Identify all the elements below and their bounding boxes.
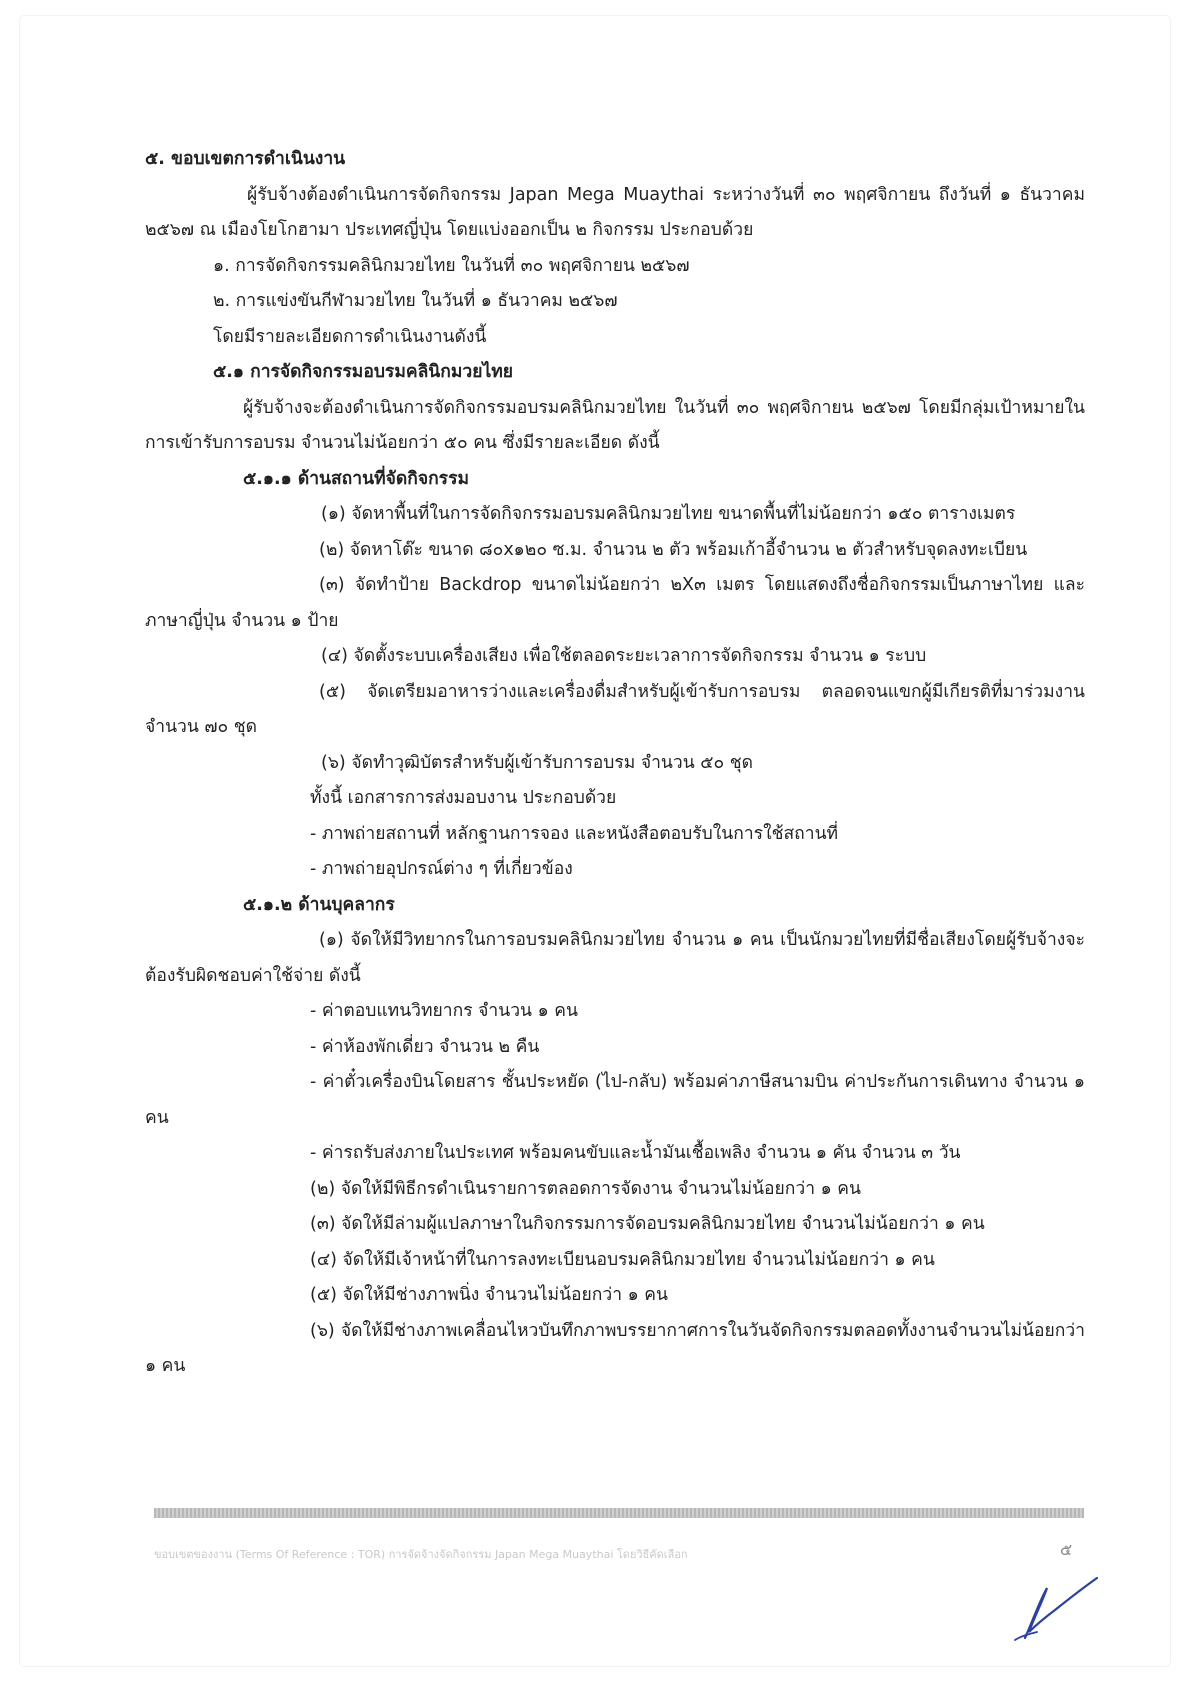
list-item: (๖) จัดทำวุฒิบัตรสำหรับผู้เข้ารับการอบรม จำนวน ๕๐ ชุด [321,752,753,773]
document-body [145,142,1085,1385]
subsection-heading: ๕.๑ การจัดกิจกรรมอบรมคลินิกมวยไทย [213,362,514,382]
paragraph: โดยมีรายละเอียดการดำเนินงานดังนี้ [213,326,487,347]
paragraph: ผู้รับจ้างต้องดำเนินการจัดกิจกรรม Japan Mega Muaythai ระหว่างวันที่ ๓๐ พฤศจิกายน ถึงวันที่ ๑ ธันวาคม ๒๕๖๗ ณ เมืองโยโกฮามา ประเทศญี่ปุ่น โดยแบ่งออกเป็น ๒ กิจกรรม ประกอบด้วย [145,184,1085,240]
list-item: (๕) จัดเตรียมอาหารว่างและเครื่องดื่มสำหรับผู้เข้ารับการอบรม ตลอดจนแขกผู้มีเกียรติที่มาร่วมงาน จำนวน ๗๐ ชุด [145,681,1085,737]
list-item: (๔) จัดตั้งระบบเครื่องเสียง เพื่อใช้ตลอดระยะเวลาการจัดกิจกรรม จำนวน ๑ ระบบ [321,646,927,666]
list-item: (๒) จัดให้มีพิธีกรดำเนินรายการตลอดการจัดงาน จำนวนไม่น้อยกว่า ๑ คน [310,1178,861,1199]
footer-text: ขอบเขตของงาน (Terms Of Reference : TOR) การจัดจ้างจัดกิจกรรม Japan Mega Muaythai โดยวิธีคัดเลือก [154,1548,688,1561]
signature-icon [985,1540,1105,1650]
list-item: ๑. การจัดกิจกรรมคลินิกมวยไทย ในวันที่ ๓๐ พฤศจิกายน ๒๕๖๗ [213,255,690,276]
footer-divider [154,1508,1084,1518]
paragraph: ทั้งนี้ เอกสารการส่งมอบงาน ประกอบด้วย [310,788,617,808]
list-item: - ค่าห้องพักเดี่ยว จำนวน ๒ คืน [310,1036,540,1057]
list-item: - ภาพถ่ายอุปกรณ์ต่าง ๆ ที่เกี่ยวข้อง [310,859,573,879]
subsubsection-heading: ๕.๑.๑ ด้านสถานที่จัดกิจกรรม [243,468,470,489]
page-number: ๕ [1060,1540,1073,1559]
section-heading: ๕. ขอบเขตการดำเนินงาน [145,149,346,169]
list-item: (๖) จัดให้มีช่างภาพเคลื่อนไหวบันทึกภาพบรรยากาศการในวันจัดกิจกรรมตลอดทั้งงานจำนวนไม่น้อยกว่า ๑ คน [145,1320,1085,1376]
subsubsection-heading: ๕.๑.๒ ด้านบุคลากร [243,894,395,915]
list-item: (๔) จัดให้มีเจ้าหน้าที่ในการลงทะเบียนอบรมคลินิกมวยไทย จำนวนไม่น้อยกว่า ๑ คน [310,1249,935,1270]
list-item: (๓) จัดให้มีล่ามผู้แปลภาษาในกิจกรรมการจัดอบรมคลินิกมวยไทย จำนวนไม่น้อยกว่า ๑ คน [310,1214,985,1234]
list-item: - ค่าตอบแทนวิทยากร จำนวน ๑ คน [310,1001,578,1021]
list-item: - ค่ารถรับส่งภายในประเทศ พร้อมคนขับและน้ำมันเชื้อเพลิง จำนวน ๑ คัน จำนวน ๓ วัน [310,1143,961,1163]
paragraph: ผู้รับจ้างจะต้องดำเนินการจัดกิจกรรมอบรมคลินิกมวยไทย ในวันที่ ๓๐ พฤศจิกายน ๒๕๖๗ โดยมีกลุ่มเป้าหมายในการเข้ารับการอบรม จำนวนไม่น้อยกว่า ๕๐ คน ซึ่งมีรายละเอียด ดังนี้ [145,397,1085,453]
list-item: (๑) จัดหาพื้นที่ในการจัดกิจกรรมอบรมคลินิกมวยไทย ขนาดพื้นที่ไม่น้อยกว่า ๑๕๐ ตารางเมตร [321,504,1016,524]
list-item: (๒) จัดหาโต๊ะ ขนาด ๘๐x๑๒๐ ซ.ม. จำนวน ๒ ตัว พร้อมเก้าอี้จำนวน ๒ ตัวสำหรับจุดลงทะเบียน [319,539,1028,560]
list-item: - ภาพถ่ายสถานที่ หลักฐานการจอง และหนังสือตอบรับในการใช้สถานที่ [310,823,839,844]
list-item: (๕) จัดให้มีช่างภาพนิ่ง จำนวนไม่น้อยกว่า ๑ คน [310,1285,668,1305]
list-item: - ค่าตั๋วเครื่องบินโดยสาร ชั้นประหยัด (ไป-กลับ) พร้อมค่าภาษีสนามบิน ค่าประกันการเดินทาง จำนวน ๑ คน [145,1072,1085,1128]
list-item: ๒. การแข่งขันกีฬามวยไทย ในวันที่ ๑ ธันวาคม ๒๕๖๗ [213,291,618,311]
list-item: (๓) จัดทำป้าย Backdrop ขนาดไม่น้อยกว่า ๒X๓ เมตร โดยแสดงถึงชื่อกิจกรรมเป็นภาษาไทย และภาษาญี่ปุ่น จำนวน ๑ ป้าย [145,575,1085,631]
list-item: (๑) จัดให้มีวิทยากรในการอบรมคลินิกมวยไทย จำนวน ๑ คน เป็นนักมวยไทยที่มีชื่อเสียงโดยผู้รับจ้างจะต้องรับผิดชอบค่าใช้จ่าย ดังนี้ [145,930,1085,986]
